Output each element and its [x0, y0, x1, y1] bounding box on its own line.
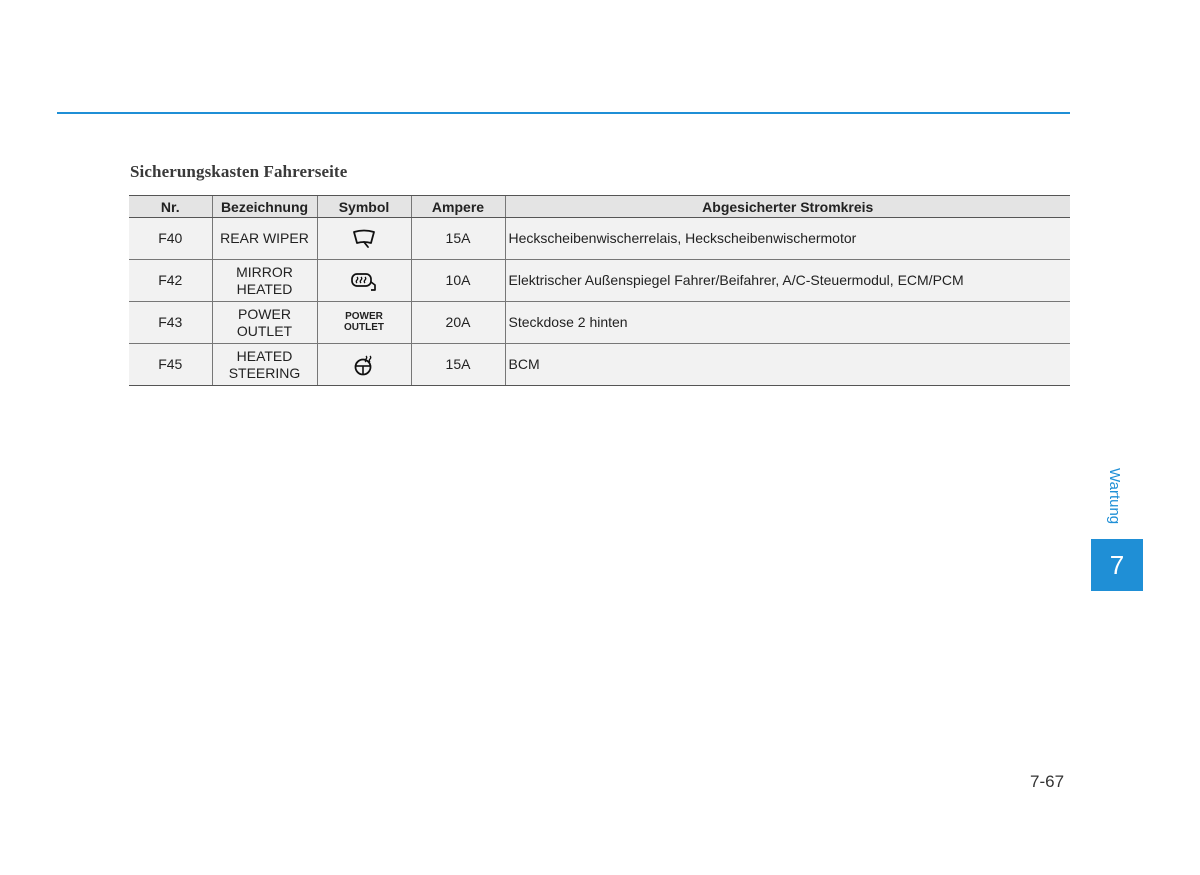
fuse-symbol [317, 344, 411, 386]
fuse-number: F40 [129, 218, 212, 260]
fuse-name-line: POWER [238, 305, 291, 322]
fuse-name [212, 344, 317, 386]
fuse-name [212, 302, 317, 344]
fuse-circuit: Steckdose 2 hinten [505, 302, 1070, 344]
symbol-text-line: OUTLET [344, 322, 384, 333]
fuse-number: F43 [129, 302, 212, 344]
chapter-tab [1091, 539, 1143, 591]
heated-mirror-icon [350, 270, 378, 292]
fuse-name-line: MIRROR [236, 263, 293, 280]
fuse-ampere: 15A [411, 344, 505, 386]
fuse-ampere: 15A [411, 218, 505, 260]
fuse-circuit: Heckscheibenwischerrelais, Heckscheibenwischermotor [505, 218, 1070, 260]
fuse-circuit: BCM [505, 344, 1070, 386]
fuse-number: F45 [129, 344, 212, 386]
heated-steering-icon [352, 354, 376, 376]
fuse-number: F42 [129, 260, 212, 302]
fuse-name-line: HEATED [236, 347, 293, 364]
chapter-label: Wartung [1106, 468, 1123, 525]
power-outlet-symbol-text [344, 311, 384, 333]
table-row [129, 260, 1070, 302]
table-row [129, 302, 1070, 344]
chapter-number: 7 [1109, 549, 1125, 580]
table-row [129, 344, 1070, 386]
fuse-symbol [317, 260, 411, 302]
fuse-name [212, 260, 317, 302]
header-bezeichnung: Bezeichnung [212, 196, 317, 218]
section-title: Sicherungskasten Fahrerseite [130, 162, 348, 181]
table-header-row [129, 196, 1070, 218]
rear-wiper-icon [351, 228, 377, 250]
header-nr: Nr. [129, 196, 212, 218]
fuse-ampere: 10A [411, 260, 505, 302]
fuse-name-line: OUTLET [236, 322, 293, 339]
fuse-circuit: Elektrischer Außenspiegel Fahrer/Beifahrer, A/C-Steuermodul, ECM/PCM [505, 260, 1070, 302]
header-symbol: Symbol [317, 196, 411, 218]
header-stromkreis: Abgesicherter Stromkreis [505, 196, 1070, 218]
page-number: 7-67 [1030, 772, 1065, 791]
header-ampere: Ampere [411, 196, 505, 218]
fuse-name-line: HEATED [236, 280, 293, 297]
fuse-name-line: STEERING [228, 364, 301, 381]
fuse-table [129, 195, 1070, 386]
table-row [129, 218, 1070, 260]
symbol-text-line: POWER [345, 311, 383, 322]
fuse-symbol [317, 302, 411, 344]
fuse-ampere: 20A [411, 302, 505, 344]
fuse-name [212, 218, 317, 260]
top-rule [57, 112, 1070, 114]
fuse-symbol [317, 218, 411, 260]
fuse-name-line: REAR WIPER [220, 230, 309, 246]
